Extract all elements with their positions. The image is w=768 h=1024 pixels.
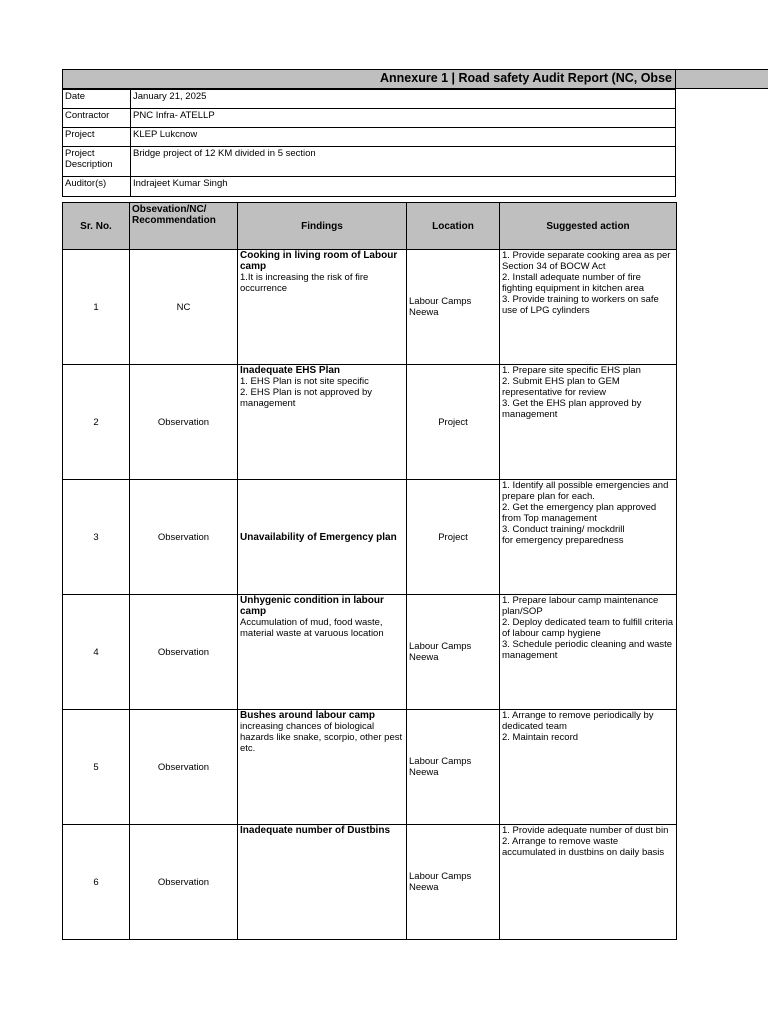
cell-type: Observation (130, 480, 238, 595)
finding-detail: 1.It is increasing the risk of fire occurrence (240, 272, 369, 294)
header-observation: Obsevation/NC/ Recommendation (130, 203, 238, 250)
table-row (63, 825, 677, 940)
action-text: 1. Arrange to remove periodically by dedicated team 2. Maintain record (502, 710, 654, 743)
cell-sr-no: 5 (63, 710, 130, 825)
cell-type: Observation (130, 365, 238, 480)
cell-location: Labour Camps Neewa (407, 595, 500, 710)
header-location: Location (407, 203, 500, 250)
meta-value: KLEP Lukcnow (131, 128, 676, 147)
report-meta-table (62, 89, 676, 197)
cell-type: Observation (130, 710, 238, 825)
meta-label: Date (63, 90, 131, 109)
cell-findings (238, 825, 407, 940)
meta-row-auditor (63, 177, 676, 197)
cell-action (500, 365, 677, 480)
finding-title: Bushes around labour camp (240, 710, 376, 721)
cell-action (500, 250, 677, 365)
header-findings: Findings (238, 203, 407, 250)
finding-title: Cooking in living room of Labour camp (240, 250, 398, 272)
cell-findings (238, 480, 407, 595)
table-row (63, 250, 677, 365)
meta-row-contractor (63, 109, 676, 128)
header-sr-no: Sr. No. (63, 203, 130, 250)
meta-row-date (63, 90, 676, 109)
meta-row-project (63, 128, 676, 147)
header-suggested-action: Suggested action (500, 203, 677, 250)
cell-findings (238, 365, 407, 480)
cell-sr-no: 4 (63, 595, 130, 710)
table-row (63, 710, 677, 825)
meta-value: Indrajeet Kumar Singh (131, 177, 676, 197)
report-title: Annexure 1 | Road safety Audit Report (NC, Obse (380, 71, 672, 85)
meta-value: PNC Infra- ATELLP (131, 109, 676, 128)
action-text: 1. Provide separate cooking area as per Section 34 of BOCW Act 2. Install adequate number of fire fighting equipment in kitchen area 3. Provide training to workers on safe use of LPG cylinders (502, 250, 671, 316)
meta-label: Project (63, 128, 131, 147)
cell-sr-no: 6 (63, 825, 130, 940)
findings-header-row (63, 203, 677, 250)
action-text: 1. Identify all possible emergencies and prepare plan for each. 2. Get the emergency plan approved from Top management 3. Conduct training/ mockdrill for emergency preparedness (502, 480, 669, 546)
meta-value: January 21, 2025 (131, 90, 676, 109)
cell-sr-no: 3 (63, 480, 130, 595)
cell-location: Project (407, 365, 500, 480)
table-row (63, 595, 677, 710)
cell-type: Observation (130, 825, 238, 940)
cell-sr-no: 1 (63, 250, 130, 365)
cell-type: NC (130, 250, 238, 365)
cell-location: Labour Camps Neewa (407, 710, 500, 825)
cell-findings (238, 250, 407, 365)
finding-detail: increasing chances of biological hazards like snake, scorpio, other pest etc. (240, 721, 403, 754)
finding-title: Inadequate number of Dustbins (240, 825, 391, 836)
cell-action (500, 595, 677, 710)
finding-title: Inadequate EHS Plan (240, 365, 341, 376)
cell-findings (238, 710, 407, 825)
cell-findings (238, 595, 407, 710)
cell-location: Labour Camps Neewa (407, 250, 500, 365)
cell-type: Observation (130, 595, 238, 710)
table-row (63, 365, 677, 480)
cell-location: Project (407, 480, 500, 595)
action-text: 1. Prepare labour camp maintenance plan/SOP 2. Deploy dedicated team to fulfill criteria of labour camp hygiene 3. Schedule periodic cleaning and waste management (502, 595, 674, 661)
cell-action (500, 480, 677, 595)
finding-detail: 1. EHS Plan is not site specific 2. EHS Plan is not approved by management (240, 376, 373, 409)
table-row (63, 480, 677, 595)
finding-title: Unhygenic condition in labour camp (240, 595, 384, 617)
report-title-bar (62, 69, 768, 89)
cell-action (500, 825, 677, 940)
meta-label: Project Description (63, 147, 131, 177)
cell-location: Labour Camps Neewa (407, 825, 500, 940)
action-text: 1. Prepare site specific EHS plan 2. Submit EHS plan to GEM representative for review 3. Get the EHS plan approved by management (502, 365, 642, 420)
findings-table (62, 202, 677, 940)
finding-detail: Accumulation of mud, food waste, material waste at varuous location (240, 617, 384, 639)
finding-title: Unavailability of Emergency plan (240, 531, 397, 543)
meta-label: Auditor(s) (63, 177, 131, 197)
cell-action (500, 710, 677, 825)
meta-label: Contractor (63, 109, 131, 128)
meta-value: Bridge project of 12 KM divided in 5 section (131, 147, 676, 177)
action-text: 1. Provide adequate number of dust bin 2. Arrange to remove waste accumulated in dustbins on daily basis (502, 825, 669, 858)
cell-sr-no: 2 (63, 365, 130, 480)
meta-row-description (63, 147, 676, 177)
